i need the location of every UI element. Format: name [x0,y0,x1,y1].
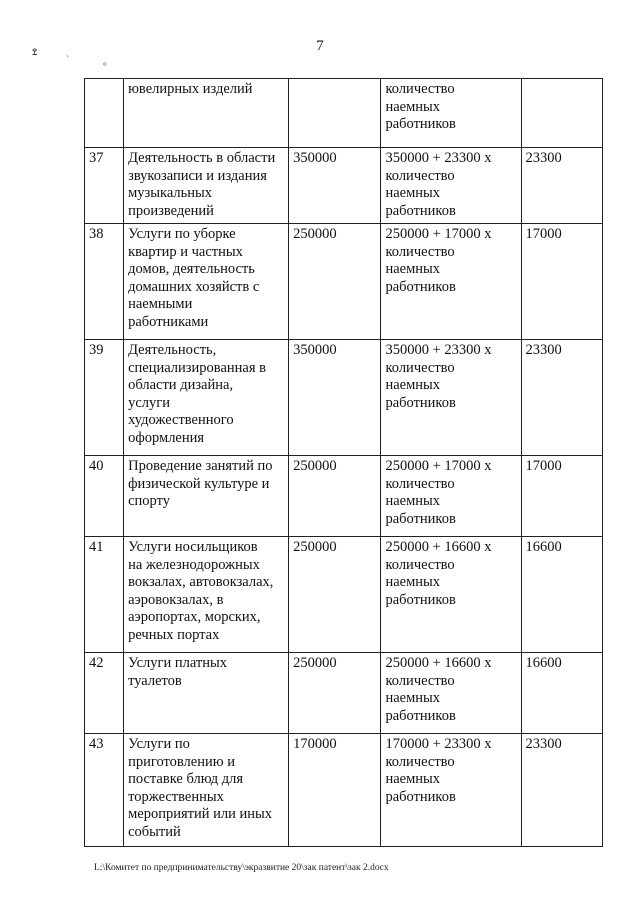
table-row [85,148,603,224]
row-number: 40 [85,456,124,537]
income-formula: 250000 + 16600 х количество наемных работников [381,537,521,653]
row-number: 41 [85,537,124,653]
income-formula: 250000 + 17000 х количество наемных работников [381,224,521,340]
income-formula: 350000 + 23300 х количество наемных работников [381,148,521,224]
table-row [85,79,603,148]
row-number [85,79,124,148]
income-formula: 250000 + 17000 х количество наемных работников [381,456,521,537]
activity-description: Услуги по приготовлению и поставке блюд для торжественных мероприятий или иных событий [124,734,289,847]
scan-mark: ˎ [66,47,69,57]
activity-description: Услуги по уборке квартир и частных домов, деятельность домашних хозяйств с наемными работниками [124,224,289,340]
table-row [85,537,603,653]
activity-description: Деятельность, специализированная в области дизайна, услуги художественного оформления [124,340,289,456]
rate-per-employee [521,79,602,148]
base-amount: 170000 [289,734,381,847]
activity-description: Услуги носильщиков на железнодорожных вокзалах, автовокзалах, аэровокзалах, в аэропортах, морских, речных портах [124,537,289,653]
table-row [85,653,603,734]
activity-description: ювелирных изделий [124,79,289,148]
base-amount: 250000 [289,537,381,653]
income-formula: 170000 + 23300 х количество наемных работников [381,734,521,847]
activity-description: Услуги платных туалетов [124,653,289,734]
rate-per-employee: 23300 [521,734,602,847]
rate-per-employee: 17000 [521,224,602,340]
row-number: 38 [85,224,124,340]
rate-per-employee: 23300 [521,340,602,456]
table-row [85,340,603,456]
income-formula: 250000 + 16600 х количество наемных работников [381,653,521,734]
base-amount: 350000 [289,148,381,224]
activity-description: Деятельность в области звукозаписи и издания музыкальных произведений [124,148,289,224]
row-number: 39 [85,340,124,456]
rate-per-employee: 23300 [521,148,602,224]
row-number: 43 [85,734,124,847]
rate-per-employee: 16600 [521,653,602,734]
income-formula: количество наемных работников [381,79,521,148]
base-amount: 250000 [289,456,381,537]
page-number: 7 [316,38,324,54]
table-row [85,456,603,537]
patent-rates-table [84,78,603,847]
base-amount [289,79,381,148]
income-formula: 350000 + 23300 х количество наемных работников [381,340,521,456]
footer-file-path: L:\Комитет по предпринимательству\экразвитие 20\зак патент\зак 2.docx [94,863,389,873]
row-number: 42 [85,653,124,734]
row-number: 37 [85,148,124,224]
table-row [85,734,603,847]
table-body [85,79,603,847]
activity-description: Проведение занятий по физической культуре и спорту [124,456,289,537]
table-row [85,224,603,340]
rate-per-employee: 16600 [521,537,602,653]
rate-per-employee: 17000 [521,456,602,537]
scan-mark: ° [103,61,107,71]
scan-mark: ߐ [32,47,38,57]
base-amount: 250000 [289,653,381,734]
base-amount: 250000 [289,224,381,340]
base-amount: 350000 [289,340,381,456]
